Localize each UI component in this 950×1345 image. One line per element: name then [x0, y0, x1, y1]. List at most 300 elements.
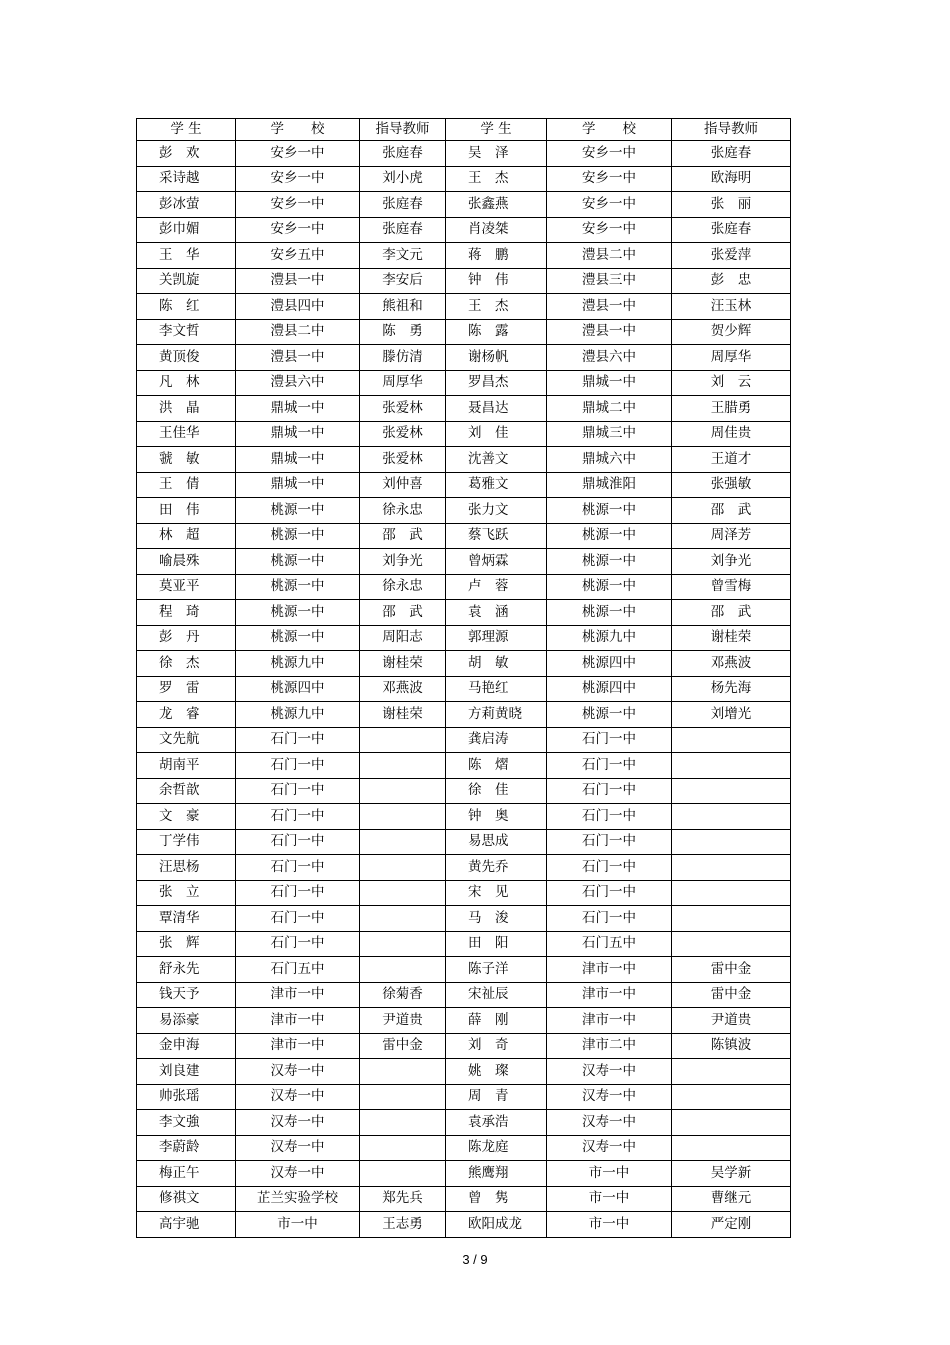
student-cell: 龙 睿: [137, 702, 236, 728]
school-cell: 澧县二中: [547, 243, 672, 269]
table-row: [137, 625, 791, 651]
school-cell: 桃源一中: [547, 600, 672, 626]
table-row: [137, 268, 791, 294]
table-row: [137, 370, 791, 396]
student-cell: 沈善文: [446, 447, 547, 473]
student-cell: 金申海: [137, 1033, 236, 1059]
school-cell: 桃源九中: [547, 625, 672, 651]
teacher-cell: 李文元: [360, 243, 446, 269]
teacher-cell: 李安后: [360, 268, 446, 294]
student-cell: 黄顶俊: [137, 345, 236, 371]
student-cell: 陈龙庭: [446, 1135, 547, 1161]
school-cell: 津市二中: [547, 1033, 672, 1059]
teacher-cell: [360, 804, 446, 830]
table-row: [137, 472, 791, 498]
school-cell: 石门一中: [236, 804, 360, 830]
table-row: [137, 166, 791, 192]
table-row: [137, 498, 791, 524]
student-cell: 虢 敏: [137, 447, 236, 473]
teacher-cell: 张庭春: [672, 141, 791, 167]
school-cell: 石门一中: [547, 880, 672, 906]
teacher-cell: 熊祖和: [360, 294, 446, 320]
teacher-cell: 张庭春: [360, 192, 446, 218]
school-cell: 市一中: [236, 1212, 360, 1238]
teacher-cell: 邵 武: [360, 523, 446, 549]
school-cell: 汉寿一中: [236, 1110, 360, 1136]
table-row: [137, 1059, 791, 1085]
student-cell: 钟 伟: [446, 268, 547, 294]
student-cell: 聂昌达: [446, 396, 547, 422]
school-cell: 石门一中: [236, 931, 360, 957]
school-cell: 桃源一中: [547, 498, 672, 524]
student-cell: 李蔚龄: [137, 1135, 236, 1161]
page-number: 3 / 9: [462, 1252, 488, 1267]
student-cell: 高宇驰: [137, 1212, 236, 1238]
student-cell: 田 伟: [137, 498, 236, 524]
teacher-cell: 周佳贵: [672, 421, 791, 447]
table-row: [137, 1110, 791, 1136]
teacher-cell: 雷中金: [672, 982, 791, 1008]
school-cell: 石门一中: [236, 778, 360, 804]
teacher-cell: 滕仿清: [360, 345, 446, 371]
teacher-cell: [672, 1084, 791, 1110]
student-cell: 方莉黄晓: [446, 702, 547, 728]
student-cell: 姚 璨: [446, 1059, 547, 1085]
table-row: [137, 319, 791, 345]
student-cell: 张力文: [446, 498, 547, 524]
school-cell: 石门一中: [236, 753, 360, 779]
teacher-cell: [672, 906, 791, 932]
student-cell: 张鑫燕: [446, 192, 547, 218]
table-row: [137, 753, 791, 779]
student-cell: 彭 丹: [137, 625, 236, 651]
teacher-cell: 张庭春: [360, 141, 446, 167]
table-row: [137, 294, 791, 320]
teacher-cell: 徐永忠: [360, 574, 446, 600]
student-cell: 陈 熠: [446, 753, 547, 779]
student-cell: 肖凌桀: [446, 217, 547, 243]
header-school-1: 学 校: [236, 119, 360, 141]
table-body: [137, 141, 791, 1238]
student-cell: 修祺文: [137, 1186, 236, 1212]
student-cell: 钟 奥: [446, 804, 547, 830]
table-row: [137, 1161, 791, 1187]
teacher-cell: [360, 829, 446, 855]
table-row: [137, 243, 791, 269]
teacher-cell: 张庭春: [360, 217, 446, 243]
teacher-cell: 张庭春: [672, 217, 791, 243]
teacher-cell: [360, 1084, 446, 1110]
student-cell: 陈 露: [446, 319, 547, 345]
school-cell: 澧县一中: [236, 345, 360, 371]
header-student-1: 学 生: [137, 119, 236, 141]
student-cell: 易添豪: [137, 1008, 236, 1034]
school-cell: 石门一中: [547, 804, 672, 830]
student-cell: 丁学伟: [137, 829, 236, 855]
school-cell: 澧县一中: [236, 268, 360, 294]
teacher-cell: 杨先海: [672, 676, 791, 702]
teacher-cell: [360, 931, 446, 957]
teacher-cell: 邵 武: [360, 600, 446, 626]
student-cell: 周 青: [446, 1084, 547, 1110]
table-row: [137, 931, 791, 957]
teacher-cell: [672, 880, 791, 906]
student-cell: 曾炳霖: [446, 549, 547, 575]
school-cell: 澧县一中: [547, 319, 672, 345]
school-cell: 鼎城一中: [236, 396, 360, 422]
student-cell: 文先航: [137, 727, 236, 753]
teacher-cell: [360, 753, 446, 779]
teacher-cell: 雷中金: [672, 957, 791, 983]
school-cell: 安乡一中: [236, 192, 360, 218]
teacher-cell: 刘增光: [672, 702, 791, 728]
school-cell: 桃源一中: [236, 625, 360, 651]
teacher-cell: [672, 1135, 791, 1161]
school-cell: 汉寿一中: [236, 1135, 360, 1161]
school-cell: 津市一中: [547, 1008, 672, 1034]
school-cell: 津市一中: [547, 982, 672, 1008]
school-cell: 石门五中: [236, 957, 360, 983]
header-row: [137, 119, 791, 141]
student-cell: 田 阳: [446, 931, 547, 957]
school-cell: 鼎城三中: [547, 421, 672, 447]
school-cell: 石门一中: [547, 778, 672, 804]
table-row: [137, 549, 791, 575]
student-cell: 帅张瑶: [137, 1084, 236, 1110]
table-row: [137, 982, 791, 1008]
table-row: [137, 1135, 791, 1161]
teacher-cell: [360, 727, 446, 753]
teacher-cell: [672, 753, 791, 779]
teacher-cell: 徐永忠: [360, 498, 446, 524]
school-cell: 石门一中: [236, 880, 360, 906]
table-row: [137, 345, 791, 371]
student-cell: 郭理源: [446, 625, 547, 651]
teacher-cell: 周阳志: [360, 625, 446, 651]
header-student-2: 学 生: [446, 119, 547, 141]
school-cell: 津市一中: [236, 1008, 360, 1034]
teacher-cell: [360, 778, 446, 804]
table-row: [137, 396, 791, 422]
school-cell: 石门一中: [547, 855, 672, 881]
teacher-cell: 谢桂荣: [360, 702, 446, 728]
student-cell: 彭巾媚: [137, 217, 236, 243]
teacher-cell: 陈镇波: [672, 1033, 791, 1059]
school-cell: 桃源四中: [547, 676, 672, 702]
table-row: [137, 778, 791, 804]
school-cell: 石门一中: [547, 906, 672, 932]
teacher-cell: 邓燕波: [672, 651, 791, 677]
table-row: [137, 702, 791, 728]
teacher-cell: 贺少辉: [672, 319, 791, 345]
student-cell: 熊鹰翔: [446, 1161, 547, 1187]
teacher-cell: 刘仲喜: [360, 472, 446, 498]
table-row: [137, 600, 791, 626]
school-cell: 安乡一中: [547, 217, 672, 243]
teacher-cell: [672, 931, 791, 957]
school-cell: 汉寿一中: [547, 1084, 672, 1110]
student-cell: 罗昌杰: [446, 370, 547, 396]
teacher-cell: 欧海明: [672, 166, 791, 192]
teacher-cell: [672, 778, 791, 804]
table-row: [137, 421, 791, 447]
student-cell: 刘 奇: [446, 1033, 547, 1059]
teacher-cell: 郑先兵: [360, 1186, 446, 1212]
teacher-cell: [360, 957, 446, 983]
school-cell: 桃源一中: [547, 702, 672, 728]
school-cell: 澧县一中: [547, 294, 672, 320]
student-cell: 胡 敏: [446, 651, 547, 677]
table-row: [137, 141, 791, 167]
student-cell: 程 琦: [137, 600, 236, 626]
teacher-cell: 尹道贵: [360, 1008, 446, 1034]
student-cell: 余哲歆: [137, 778, 236, 804]
school-cell: 桃源一中: [236, 600, 360, 626]
teacher-cell: [360, 906, 446, 932]
student-cell: 文 豪: [137, 804, 236, 830]
teacher-cell: 张 丽: [672, 192, 791, 218]
school-cell: 澧县三中: [547, 268, 672, 294]
school-cell: 桃源一中: [236, 574, 360, 600]
teacher-cell: 汪玉林: [672, 294, 791, 320]
student-cell: 王佳华: [137, 421, 236, 447]
school-cell: 桃源四中: [547, 651, 672, 677]
school-cell: 桃源一中: [236, 498, 360, 524]
school-cell: 鼎城一中: [547, 370, 672, 396]
teacher-cell: [672, 829, 791, 855]
student-cell: 王 杰: [446, 294, 547, 320]
teacher-cell: 张爱林: [360, 447, 446, 473]
student-cell: 薛 刚: [446, 1008, 547, 1034]
student-cell: 关凯旋: [137, 268, 236, 294]
teacher-cell: [360, 1110, 446, 1136]
school-cell: 石门一中: [236, 906, 360, 932]
teacher-cell: 刘争光: [672, 549, 791, 575]
teacher-cell: 尹道贵: [672, 1008, 791, 1034]
school-cell: 津市一中: [236, 982, 360, 1008]
student-cell: 宋 见: [446, 880, 547, 906]
school-cell: 鼎城一中: [236, 447, 360, 473]
teacher-cell: 刘小虎: [360, 166, 446, 192]
table-row: [137, 855, 791, 881]
student-cell: 林 超: [137, 523, 236, 549]
school-cell: 石门一中: [547, 727, 672, 753]
student-cell: 喻晨殊: [137, 549, 236, 575]
table-row: [137, 1212, 791, 1238]
student-cell: 张 立: [137, 880, 236, 906]
student-cell: 谢杨帆: [446, 345, 547, 371]
teacher-cell: [672, 855, 791, 881]
school-cell: 桃源九中: [236, 702, 360, 728]
table-row: [137, 727, 791, 753]
table-header: [137, 119, 791, 141]
school-cell: 汉寿一中: [547, 1110, 672, 1136]
student-cell: 张 辉: [137, 931, 236, 957]
student-cell: 葛雅文: [446, 472, 547, 498]
school-cell: 安乡一中: [547, 192, 672, 218]
table-row: [137, 1084, 791, 1110]
school-cell: 桃源九中: [236, 651, 360, 677]
header-teacher-2: 指导教师: [672, 119, 791, 141]
student-cell: 易思成: [446, 829, 547, 855]
table-row: [137, 1186, 791, 1212]
school-cell: 津市一中: [547, 957, 672, 983]
school-cell: 鼎城一中: [236, 421, 360, 447]
table-row: [137, 217, 791, 243]
teacher-cell: 雷中金: [360, 1033, 446, 1059]
student-cell: 蒋 鹏: [446, 243, 547, 269]
table-row: [137, 880, 791, 906]
school-cell: 安乡五中: [236, 243, 360, 269]
teacher-cell: 曾雪梅: [672, 574, 791, 600]
school-cell: 桃源一中: [547, 574, 672, 600]
student-cell: 刘良建: [137, 1059, 236, 1085]
table-row: [137, 523, 791, 549]
teacher-cell: 张强敏: [672, 472, 791, 498]
school-cell: 石门五中: [547, 931, 672, 957]
student-cell: 徐 佳: [446, 778, 547, 804]
student-cell: 钱天予: [137, 982, 236, 1008]
school-cell: 市一中: [547, 1212, 672, 1238]
school-cell: 澧县六中: [547, 345, 672, 371]
teacher-cell: 邵 武: [672, 498, 791, 524]
school-cell: 澧县四中: [236, 294, 360, 320]
school-cell: 桃源一中: [236, 549, 360, 575]
teacher-cell: 王志勇: [360, 1212, 446, 1238]
table-row: [137, 676, 791, 702]
student-cell: 洪 晶: [137, 396, 236, 422]
student-cell: 蔡飞跃: [446, 523, 547, 549]
school-cell: 安乡一中: [547, 141, 672, 167]
student-cell: 宋祉辰: [446, 982, 547, 1008]
teacher-cell: 谢桂荣: [672, 625, 791, 651]
student-cell: 李文強: [137, 1110, 236, 1136]
school-cell: 安乡一中: [547, 166, 672, 192]
student-teacher-table: [136, 118, 791, 1238]
school-cell: 桃源四中: [236, 676, 360, 702]
teacher-cell: 谢桂荣: [360, 651, 446, 677]
teacher-cell: 严定刚: [672, 1212, 791, 1238]
student-cell: 梅正午: [137, 1161, 236, 1187]
student-cell: 徐 杰: [137, 651, 236, 677]
teacher-cell: 邓燕波: [360, 676, 446, 702]
student-cell: 舒永先: [137, 957, 236, 983]
school-cell: 鼎城六中: [547, 447, 672, 473]
teacher-cell: 周泽芳: [672, 523, 791, 549]
student-cell: 曾 隽: [446, 1186, 547, 1212]
teacher-cell: 曹继元: [672, 1186, 791, 1212]
student-cell: 袁 涵: [446, 600, 547, 626]
teacher-cell: [672, 1110, 791, 1136]
student-cell: 凡 林: [137, 370, 236, 396]
school-cell: 汉寿一中: [236, 1084, 360, 1110]
teacher-cell: 刘争光: [360, 549, 446, 575]
school-cell: 汉寿一中: [236, 1059, 360, 1085]
school-cell: 澧县二中: [236, 319, 360, 345]
teacher-cell: 吴学新: [672, 1161, 791, 1187]
student-cell: 覃清华: [137, 906, 236, 932]
school-cell: 安乡一中: [236, 141, 360, 167]
student-cell: 罗 雷: [137, 676, 236, 702]
student-cell: 马 浚: [446, 906, 547, 932]
student-cell: 刘 佳: [446, 421, 547, 447]
header-teacher-1: 指导教师: [360, 119, 446, 141]
school-cell: 鼎城二中: [547, 396, 672, 422]
school-cell: 石门一中: [547, 753, 672, 779]
table-row: [137, 957, 791, 983]
school-cell: 石门一中: [547, 829, 672, 855]
teacher-cell: 邵 武: [672, 600, 791, 626]
teacher-cell: [360, 855, 446, 881]
student-cell: 黄先乔: [446, 855, 547, 881]
teacher-cell: 周厚华: [360, 370, 446, 396]
header-school-2: 学 校: [547, 119, 672, 141]
student-cell: 胡南平: [137, 753, 236, 779]
student-cell: 采诗越: [137, 166, 236, 192]
teacher-cell: [672, 727, 791, 753]
school-cell: 市一中: [547, 1161, 672, 1187]
teacher-cell: 刘 云: [672, 370, 791, 396]
school-cell: 汉寿一中: [236, 1161, 360, 1187]
school-cell: 汉寿一中: [547, 1135, 672, 1161]
school-cell: 鼎城淮阳: [547, 472, 672, 498]
student-cell: 马艳红: [446, 676, 547, 702]
teacher-cell: [360, 880, 446, 906]
school-cell: 桃源一中: [547, 549, 672, 575]
teacher-cell: 周厚华: [672, 345, 791, 371]
table-row: [137, 1008, 791, 1034]
student-cell: 莫亚平: [137, 574, 236, 600]
teacher-cell: 张爱萍: [672, 243, 791, 269]
teacher-cell: 彭 忠: [672, 268, 791, 294]
teacher-cell: 王道才: [672, 447, 791, 473]
school-cell: 石门一中: [236, 727, 360, 753]
school-cell: 石门一中: [236, 855, 360, 881]
school-cell: 津市一中: [236, 1033, 360, 1059]
table-row: [137, 906, 791, 932]
school-cell: 澧县六中: [236, 370, 360, 396]
student-cell: 吴 泽: [446, 141, 547, 167]
table-row: [137, 651, 791, 677]
school-cell: 鼎城一中: [236, 472, 360, 498]
teacher-cell: 徐菊香: [360, 982, 446, 1008]
table-row: [137, 447, 791, 473]
student-cell: 卢 蓉: [446, 574, 547, 600]
student-cell: 王 倩: [137, 472, 236, 498]
teacher-cell: [360, 1135, 446, 1161]
teacher-cell: [360, 1161, 446, 1187]
student-cell: 欧阳成龙: [446, 1212, 547, 1238]
student-cell: 李文哲: [137, 319, 236, 345]
school-cell: 石门一中: [236, 829, 360, 855]
table-row: [137, 1033, 791, 1059]
table-row: [137, 574, 791, 600]
school-cell: 桃源一中: [547, 523, 672, 549]
student-cell: 陈 红: [137, 294, 236, 320]
table-row: [137, 829, 791, 855]
student-cell: 汪思杨: [137, 855, 236, 881]
teacher-cell: 陈 勇: [360, 319, 446, 345]
table-row: [137, 804, 791, 830]
table-row: [137, 192, 791, 218]
school-cell: 桃源一中: [236, 523, 360, 549]
student-cell: 王 华: [137, 243, 236, 269]
teacher-cell: 张爱林: [360, 421, 446, 447]
school-cell: 安乡一中: [236, 217, 360, 243]
teacher-cell: [360, 1059, 446, 1085]
student-cell: 王 杰: [446, 166, 547, 192]
student-cell: 彭冰萤: [137, 192, 236, 218]
